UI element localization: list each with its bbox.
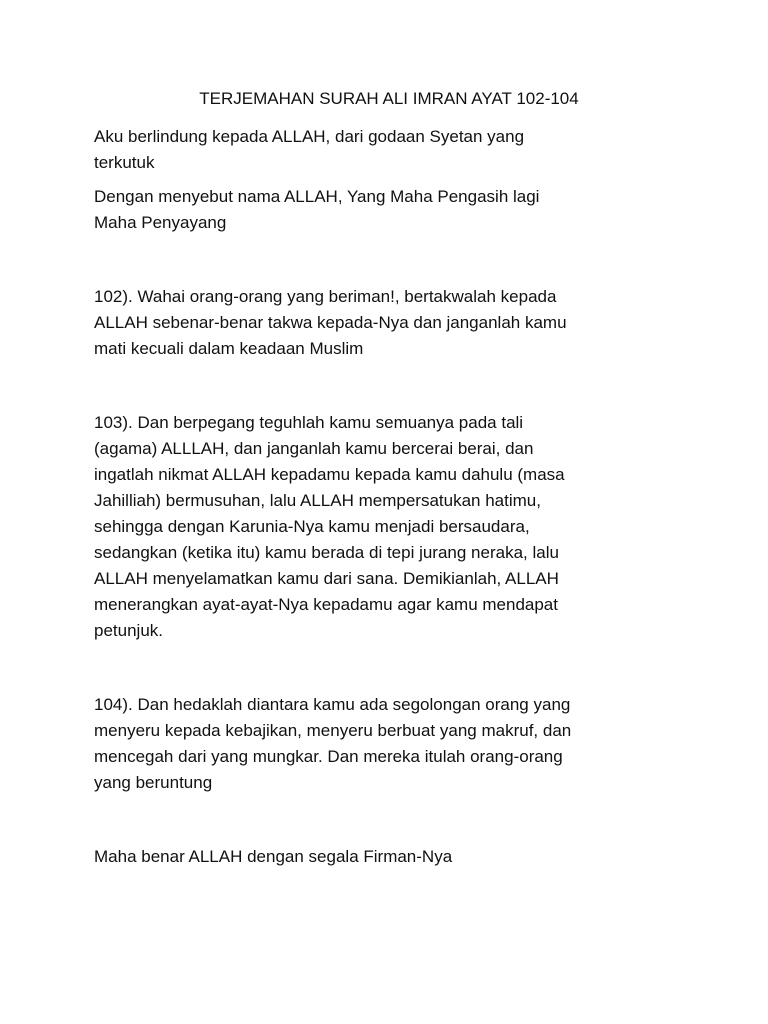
- taawudz-paragraph: Aku berlindung kepada ALLAH, dari godaan Syetan yang terkutuk: [94, 127, 525, 172]
- document-title: TERJEMAHAN SURAH ALI IMRAN AYAT 102-104: [199, 89, 579, 108]
- document-content: [94, 86, 684, 870]
- ayat-102-paragraph: 102). Wahai orang-orang yang beriman!, bertakwalah kepada ALLAH sebenar-benar takwa kepada-Nya dan janganlah kamu mati kecuali dalam keadaan Muslim: [94, 287, 567, 358]
- basmalah-paragraph: Dengan menyebut nama ALLAH, Yang Maha Pengasih lagi Maha Penyayang: [94, 187, 540, 232]
- ayat-103-paragraph: 103). Dan berpegang teguhlah kamu semuanya pada tali (agama) ALLLAH, dan janganlah kamu bercerai berai, dan ingatlah nikmat ALLAH kepadamu kepada kamu dahulu (masa Jahilliah) bermusuhan, lalu ALLAH mempersatukan hatimu, sehingga dengan Karunia-Nya kamu menjadi bersaudara, sedangkan (ketika itu) kamu berada di tepi jurang neraka, lalu ALLAH menyelamatkan kamu dari sana. Demikianlah, ALLAH menerangkan ayat-ayat-Nya kepadamu agar kamu mendapat petunjuk.: [94, 413, 565, 640]
- ayat-104-paragraph: 104). Dan hedaklah diantara kamu ada segolongan orang yang menyeru kepada kebajikan, menyeru berbuat yang makruf, dan mencegah dari yang mungkar. Dan mereka itulah orang-orang yang beruntung: [94, 695, 572, 792]
- closing-paragraph: Maha benar ALLAH dengan segala Firman-Nya: [94, 847, 453, 866]
